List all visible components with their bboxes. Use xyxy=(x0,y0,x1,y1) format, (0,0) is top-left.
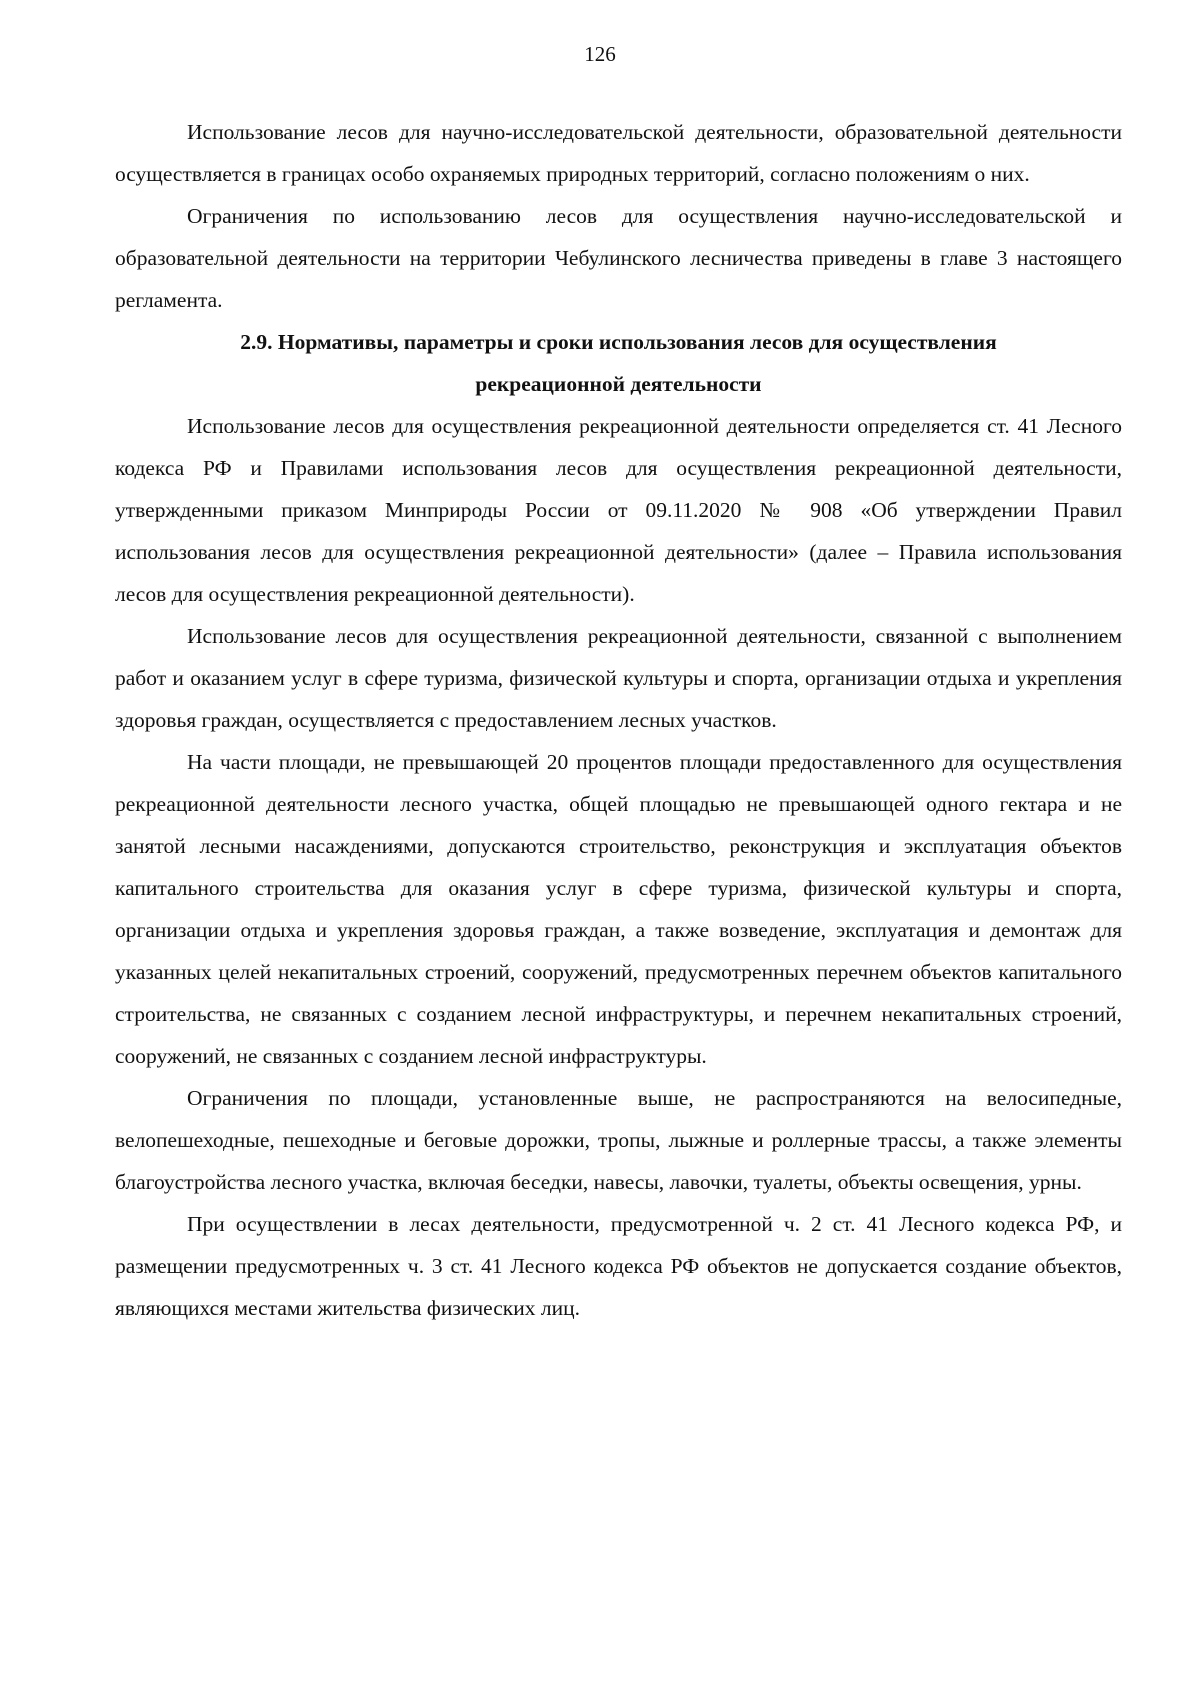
paragraph: Использование лесов для научно-исследовательской деятельности, образовательной деятельности осуществляется в границах особо охраняемых природных территорий, согласно положениям о них. xyxy=(115,120,1122,186)
paragraph: При осуществлении в лесах деятельности, предусмотренной ч. 2 ст. 41 Лесного кодекса РФ, и размещении предусмотренных ч. 3 ст. 41 Лесного кодекса РФ объектов не допускается создание объектов, являющихся местами жительства физических лиц. xyxy=(115,1212,1122,1320)
section-heading-line-2: рекреационной деятельности xyxy=(475,372,762,396)
paragraph: Ограничения по площади, установленные выше, не распространяются на велосипедные, велопешеходные, пешеходные и беговые дорожки, тропы, лыжные и роллерные трассы, а также элементы благоустройства лесного участка, включая беседки, навесы, лавочки, туалеты, объекты освещения, урны. xyxy=(115,1086,1122,1194)
paragraph: Использование лесов для осуществления рекреационной деятельности, связанной с выполнением работ и оказанием услуг в сфере туризма, физической культуры и спорта, организации отдыха и укрепления здоровья граждан, осуществляется с предоставлением лесных участков. xyxy=(115,624,1122,732)
paragraph: На части площади, не превышающей 20 процентов площади предоставленного для осуществления рекреационной деятельности лесного участка, общей площадью не превышающей одного гектара и не занятой лесными насаждениями, допускаются строительство, реконструкция и эксплуатация объектов капитального строительства для оказания услуг в сфере туризма, физической культуры и спорта, организации отдыха и укрепления здоровья граждан, а также возведение, эксплуатация и демонтаж для указанных целей некапитальных строений, сооружений, предусмотренных перечнем объектов капитального строительства, не связанных с созданием лесной инфраструктуры, и перечнем некапитальных строений, сооружений, не связанных с созданием лесной инфраструктуры. xyxy=(115,750,1122,1068)
paragraph: Использование лесов для осуществления рекреационной деятельности определяется ст. 41 Лесного кодекса РФ и Правилами использования лесов для осуществления рекреационной деятельности, утвержденными приказом Минприроды России от 09.11.2020 № 908 «Об утверждении Правил использования лесов для осуществления рекреационной деятельности» (далее – Правила использования лесов для осуществления рекреационной деятельности). xyxy=(115,414,1122,606)
page-content xyxy=(115,111,1122,1329)
section-heading xyxy=(115,321,1122,405)
section-heading-line-1: 2.9. Нормативы, параметры и сроки использования лесов для осуществления xyxy=(240,330,997,354)
page-number: 126 xyxy=(584,42,616,66)
paragraph: Ограничения по использованию лесов для осуществления научно-исследовательской и образовательной деятельности на территории Чебулинского лесничества приведены в главе 3 настоящего регламента. xyxy=(115,204,1122,312)
